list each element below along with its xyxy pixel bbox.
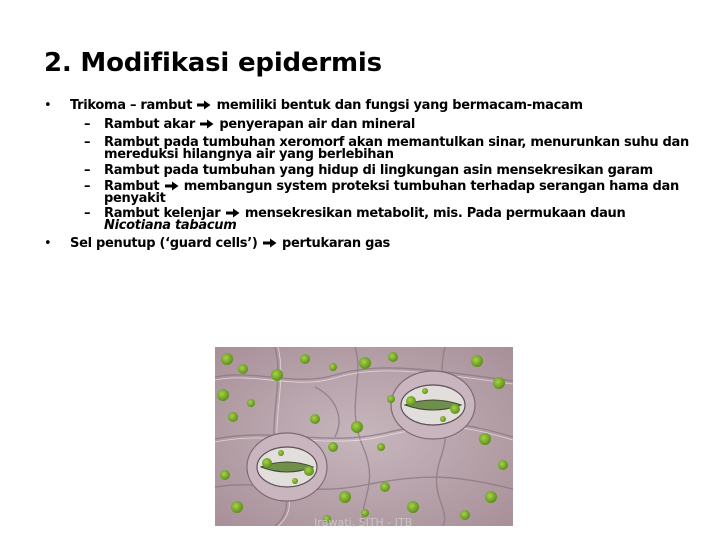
arrow-right-icon	[200, 119, 214, 129]
subbullet-text-before: Rambut kelenjar	[104, 206, 221, 221]
bullet-marker: •	[44, 98, 52, 113]
bullet-text-after: pertukaran gas	[281, 236, 390, 251]
subbullet-marker: –	[84, 163, 91, 178]
species-name: Nicotiana tabacum	[104, 218, 237, 233]
bullet-marker: •	[44, 236, 52, 251]
bullet-text-after: memiliki bentuk dan fungsi yang bermacam-macam	[216, 98, 583, 113]
subbullet-text-after: mensekresikan metabolit, mis. Pada permukaan daun	[244, 206, 626, 221]
stoma-upper	[391, 371, 475, 439]
subbullet-text	[104, 208, 689, 232]
arrow-right-icon	[165, 181, 179, 191]
arrow-right-icon	[226, 208, 240, 218]
subbullet-text: Rambut pada tumbuhan yang hidup di lingkungan asin mensekresikan garam	[104, 163, 653, 178]
stomata-micrograph	[215, 347, 513, 526]
bullet-text-before: Trikoma – rambut	[70, 98, 193, 113]
micrograph-illustration	[215, 347, 513, 526]
bullet-text	[70, 238, 390, 250]
bullet-text-before: Sel penutup (‘guard cells’)	[70, 236, 258, 251]
subbullet-text	[104, 181, 689, 205]
subbullet-marker: –	[84, 135, 91, 150]
subbullet-text-after: membangun system proteksi tumbuhan terhadap serangan hama dan penyakit	[104, 179, 679, 206]
stoma-lower	[247, 433, 327, 501]
arrow-right-icon	[263, 238, 277, 248]
bullet-text	[70, 100, 583, 112]
subbullet-text-before: Rambut	[104, 179, 160, 194]
subbullet-marker: –	[84, 179, 91, 194]
subbullet-marker: –	[84, 206, 91, 221]
footer-credit: Irawati, SITH - ITB	[314, 516, 413, 529]
arrow-right-icon	[197, 100, 211, 110]
subbullet-text-before: Rambut akar	[104, 117, 195, 132]
subbullet-text-after: penyerapan air dan mineral	[219, 117, 416, 132]
slide-title: 2. Modifikasi epidermis	[44, 48, 382, 78]
subbullet-text: Rambut pada tumbuhan xeromorf akan memantulkan sinar, menurunkan suhu dan mereduksi hilangnya air yang berlebihan	[104, 135, 689, 162]
subbullet-marker: –	[84, 117, 91, 132]
subbullet-text	[104, 119, 689, 131]
